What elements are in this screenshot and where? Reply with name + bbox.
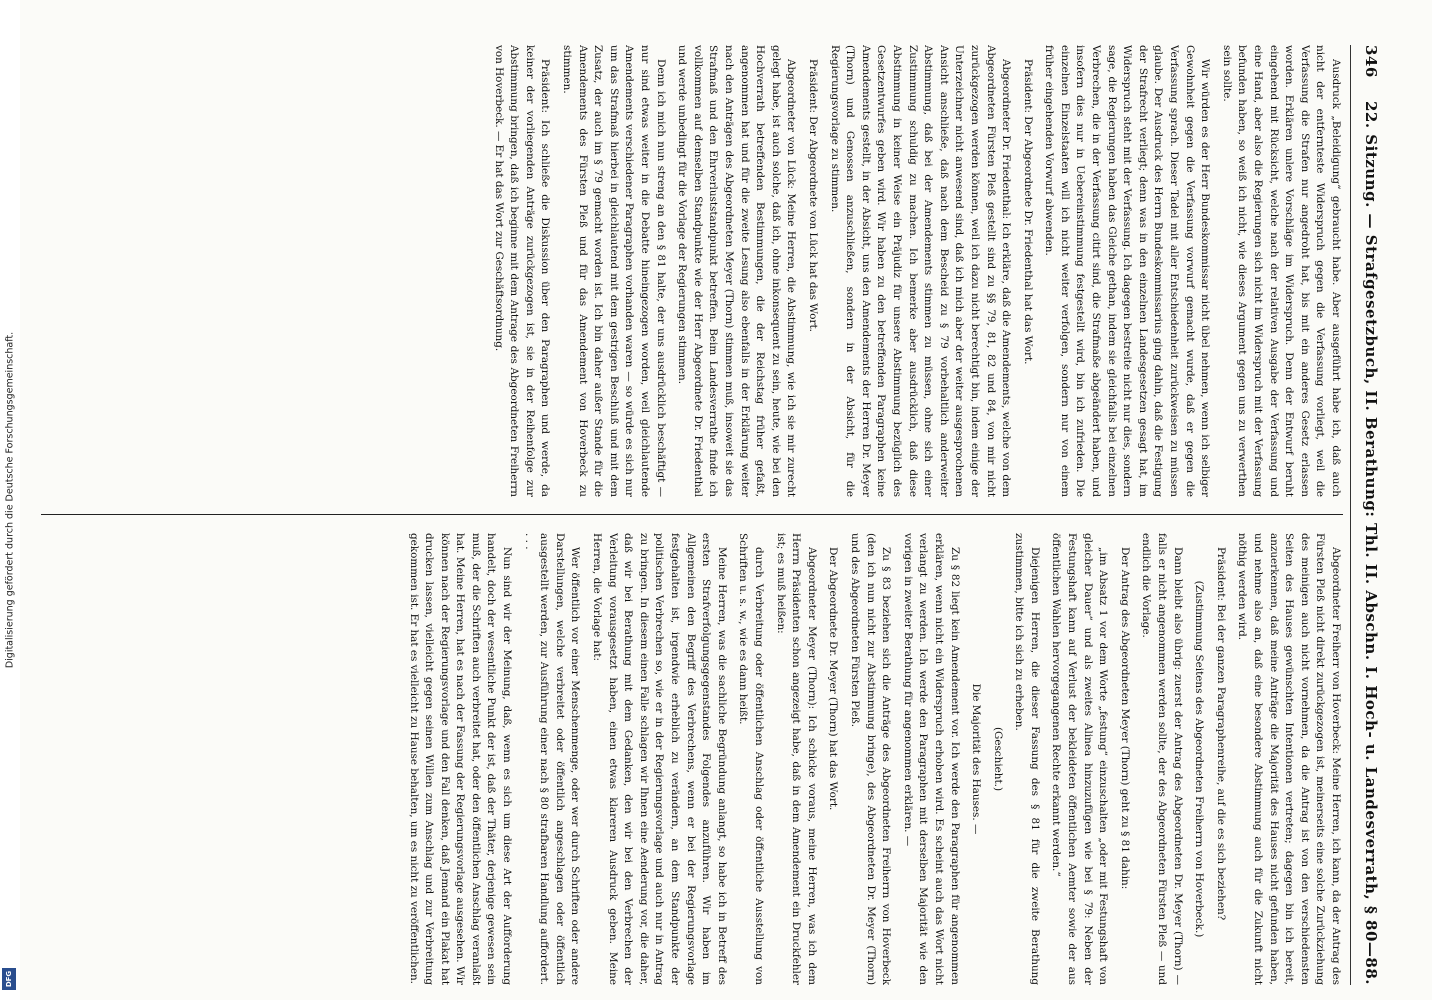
funding-credit: Digitalisierung gefördert durch die Deutsche Forschungsgemeinschaft. bbox=[4, 331, 16, 669]
running-title: 22. Sitzung. — Strafgesetzbuch, II. Berathung: Thl. II. Abschn. I. Hoch- u. Landesverrath, § 80—88. bbox=[1362, 100, 1380, 985]
paragraph: Ausdruck „Beleidigung“ gebraucht habe. Aber ausgeführt habe ich, daß auch nicht der entfernteste Widerspruch gegen die Verfassung vorliegt, weil die Verfassung die Strafen nur angedroht hat, bis mit ein anderes Gesetz erlassen worden. Erklären unlere Vorschläge im Widerspruch. Denn der Entwurf beruht eingehend mit Rücksicht, welche nach der relativen Ausgabe der Verfassung und eine Hand, aber also die Regierungen sich nicht im Widerspruch mit der Verfassung befunden haben, so weiß ich nicht, wie dieses Argument gegen uns zu verwerthen sein sollte. bbox=[1220, 45, 1342, 497]
page-number: 346 bbox=[1362, 45, 1380, 78]
paragraph: (Geschieht.) bbox=[991, 726, 1004, 792]
paragraph: Meine Herren, was die sachliche Begründung anlangt, so habe ich in Betreff des ersten Strafverfolgungsgegenstandes Folgendes anzuführen. Wir haben im Allgemeinen den Begriff des Verbrechens, wenn er bei der Regierungsvorlage festgehalten ist, irgendwie erheblich zu verändern, an dem Standpunkte der politischen Verbrechen so, wie er in der Regierungsvorlage und auch nur in Antrag zu bringen. In diesem einen Falle schlagen wir Ihnen eine Aenderung vor, die daher, daß wir bei Berathung mit dem Gedanken, den wir bei den Verbrechen der Verleitung vorausgesetzt haben, einen etwas klareren Ausdruck geben. Meine Herren, die Vorlage hat: bbox=[591, 533, 728, 985]
paragraph: Abgeordneter Meyer (Thorn): Ich schicke voraus, meine Herren, was ich dem Herrn Präsidenten schon angezeigt habe, daß in dem Amendement ein Druckfehler ist; es muß heißen: bbox=[774, 533, 818, 985]
right-column bbox=[41, 533, 1343, 985]
document-sheet bbox=[41, 45, 1391, 985]
paragraph: Die Majorität des Hauses. — bbox=[970, 683, 983, 835]
page-header bbox=[1350, 45, 1391, 985]
paragraph: Präsident: Der Abgeordnete Dr. Friedenthal hat das Wort. bbox=[1021, 59, 1034, 365]
paragraph: Zu § 83 beziehen sich die Anträge des Abgeordneten Freiherrn von Hoverbeck (den ich nun nicht zur Abstimmung bringe), des Abgeordneten Dr. Meyer (Thorn) und des Abgeordneten Fürsten Pleß. bbox=[848, 533, 893, 985]
paragraph: Abgeordneter Dr. Friedenthal: Ich erkläre, daß die Amendements, welche von dem Abgeordneten Fürsten Pleß gestellt sind zu §§ 79, 81, 82 und 84, von mir nicht zurückgezogen werden können, weil ich dazu nicht berechtigt bin, indem einige der Unterzeichner nicht anwesend sind, daß ich mich aber der weiter ausgesprochenen Ansicht anschließe, daß nach dem Bescheid zu § 79 vorbehaltlich anderweiter Abstimmung, daß bei der Amendements stimmen zu müssen, ohne sich einer Zustimmung schuldig zu machen. Ich bemerke aber ausdrücklich, daß diese Abstimmung in keiner Weise ein Präjudiz für unsere Abstimmung bezüglich des Gesetzentwurfes geben wird. Wir haben zu den betreffenden Paragraphen keine Amendements gestellt, in der Absicht, uns den Amendements der Herren Dr. Meyer (Thorn) und Genossen anzuschließen, sondern in der Absicht, für die Regierungsvorlage zu stimmen. bbox=[828, 45, 1013, 497]
paragraph: Präsident: Der Abgeordnete von Lück hat das Wort. bbox=[807, 59, 819, 332]
paragraph: durch Verbreitung oder öffentlichen Anschlag oder öffentliche Ausstellung von Schriften u. s. w., wie es dann heißt. bbox=[737, 533, 765, 985]
column-divider bbox=[41, 514, 1343, 515]
paragraph: Abgeordneter von Lück: Meine Herren, die Abstimmung, wie ich sie mir zurecht gelegt habe, ist auch solche, daß ich, ohne inkonsequent zu sein, heute, wie bei den Hochverrath betreffenden Bestimmungen, die der Reichstag früher gefaßt, angenommen hat und für die zweite Lesung also ebenfalls in der Erklärung weiter nach den Anträgen des Abgeordneten Meyer (Thorn) stimmen muß, insoweit sie das Strafmaß und den Ehrverluststandpunkt betreffen. Beim Landesverrathe finde ich vollkommen auf demselben Standpunkte wie der Herr Abgeordnete Dr. Friedenthal und werde unbedingt für die Vorlage der Regierungen stimmen. bbox=[676, 45, 798, 497]
paragraph: „im Absatz 1 vor dem Worte „festung“ einzuschalten „oder mit Festungshaft von gleicher Dauer“ und als zweites Alinea hinzuzufügen wie bei § 79: Neben der Festungshaft kann auf Verlust der bekleideten öffentlichen Aemter sowie der aus öffentlichen Wahlen hervorgegangenen Rechte erkannt werden.“ bbox=[1050, 533, 1110, 985]
paragraph: (Zustimmung Seitens des Abgeordneten Freiherrn von Hoverbeck.) bbox=[1193, 580, 1206, 938]
paragraph: Präsident: Bei der ganzen Paragraphenreihe, auf die es sich beziehen? bbox=[1214, 547, 1227, 921]
paragraph: Wir würden es der Herr Bundeskommissar nicht übel nehmen, wenn ich selbiger Gewohnheit gegen die Verfassung vorwurf gemacht wurde, daß er gegen die Verfassung sprach. Dieser Tadel mit aller Entschiedenheit zurückweisen zu müssen glaube. Der Ausdruck des Herrn Bundeskommissarius ging dahin, daß die Festigung der Strafrecht verliegt; denn was in den einzelnen Landesgesetzen gesagt hat, im Widerspruch steht mit der Verfassung. Ich dagegen bestreite nicht nur dies, sondern sage, die Regierungen haben das Gleiche gethan, indem sie gleichfalls bei einzelnen Verbrechen, die in der Verfassung citirt sind, die Strafmaße abgeändert haben, und insofern dies nur in Uebereinstimmung festgestellt wird, bin ich zufrieden. Die einzelnen Einzelstaaten will ich nicht weiter verfolgen, sondern nur von einem früher eingehenden Vorwurf abwenden. bbox=[1043, 45, 1212, 497]
paragraph: Der Antrag des Abgeordneten Meyer (Thorn) geht zu § 81 dahin: bbox=[1118, 547, 1131, 890]
paragraph: Nun sind wir der Meinung, daß, wenn es sich um diese Art der Aufforderung handelt, doch der wesentliche Punkt der ist, daß der Thäter, derjenige gewesen sein muß, der die Schriften auch verbreitet hat, oder den öffentlichen Anschlag veranlaßt hat. Meine Herren, hat es nach der Fassung der Regierungsvorlage ausgesehen. Wir können nach der Regierungsvorlage und den Fall denken, daß Jemand ein Plakat hat drucken lassen, vielleicht gegen seinen Willen zum Anschlag und zur Verbreitung gekommen ist. Er hat es vielleicht zu Hause behalten, um es nicht zu veröffentlichen. bbox=[407, 533, 514, 985]
dfg-logo: DFG bbox=[2, 968, 16, 990]
paragraph: Präsident: Ich schließe die Diskussion über den Paragraphen und werde, da keiner der vorliegenden Anträge zurückgezogen ist, sie in der Reihenfolge zur Abstimmung bringen, daß ich beginne mit dem Antrage des Abgeordneten Freiherrn von Hoverbeck. — Er hat das Wort zur Geschäftsordnung. bbox=[492, 45, 552, 497]
paragraph: Zu § 82 liegt kein Amendement vor. Ich werde den Paragraphen für angenommen erklären, wenn nicht ein Widerspruch erhoben wird. Es scheint auch das Wort nicht verlangt zu werden. Ich werde den Paragraphen mit derselben Majorität wie den vorigen in zweiter Berathung für angenommen erklären. — bbox=[901, 533, 961, 985]
paragraph: Denn ich mich nun streng an den § 81 halte, der uns ausdrücklich beschäftigt — nur sind etwas weiter in die Debatte hineingezogen worden, weil gleichlautende Amendements verschiedener Paragraphen vorhanden waren — so würde es sich nur um das Strafmaß hierbei in gleichlautend mit dem gestrigen Beschluß und mit dem Zusatz, der auch im § 79 gemacht worden ist. Ich bin daher außer Stande für die Amendements des Fürsten Pleß und für das Amendement von Hoverbeck zu stimmen. bbox=[561, 45, 667, 497]
left-column bbox=[41, 45, 1343, 497]
paragraph: Diejenigen Herren, die dieser Fassung des § 81 für die zweite Berathung zustimmen, bitte ich sich zu erheben. bbox=[1013, 533, 1041, 985]
paragraph: Wer öffentlich vor einer Menschenmenge, oder wer durch Schriften oder andere Darstellungen, welche verbreitet oder öffentlich angeschlagen oder öffentlich ausgestellt werden, zur Ausführung einer nach § 80 strafbaren Handlung auffordert. . . . bbox=[522, 533, 582, 985]
paragraph: Dann bleibt also übrig: zuerst der Antrag des Abgeordneten Dr. Meyer (Thorn) — falls er nicht angenommen werden sollte, der des Abgeordneten Fürsten Pleß — und endlich die Vorlage. bbox=[1140, 533, 1184, 985]
paragraph: Abgeordneter Freiherr von Hoverbeck: Meine Herren, ich kann, da der Antrag des Fürsten Pleß nicht direkt zurückgezogen ist, meinerseits eine solche Zurückziehung des meinigen auch nicht vornehmen, da die Antrag ist von den verschiedensten Seiten des Hauses gewünschten Intentionen vertreten; dagegen bin ich bereit, anzuerkennen, daß meine Anträge die Majorität des Hauses nicht gefunden haben, und nehme also an, daß eine besondere Abstimmung auch für die Zukunft nicht nöthig werden wird. bbox=[1236, 533, 1342, 985]
credit-strip bbox=[0, 0, 20, 1000]
paragraph: Der Abgeordnete Dr. Meyer (Thorn) hat das Wort. bbox=[827, 547, 840, 811]
